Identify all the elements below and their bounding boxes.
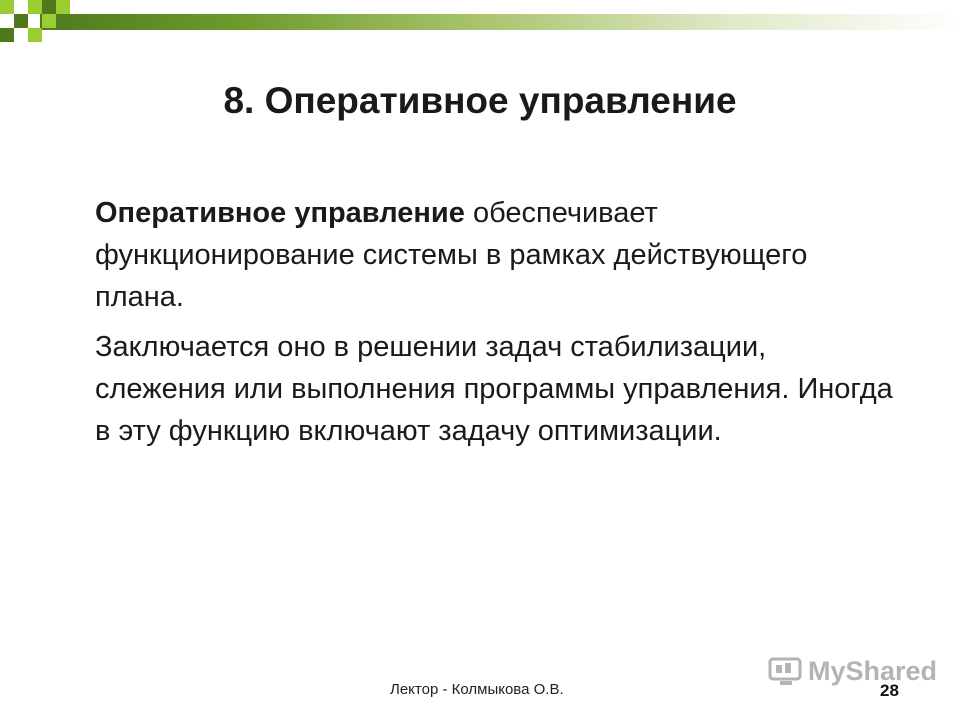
watermark <box>768 655 937 687</box>
decor-square-2 <box>14 14 28 28</box>
paragraph-1 <box>95 192 895 318</box>
slide-title: 8. Оперативное управление <box>223 80 737 121</box>
decor-square-6 <box>28 28 42 42</box>
page-number: 28 <box>880 681 899 700</box>
decor-square-5 <box>56 0 70 14</box>
slide-body <box>95 192 895 460</box>
paragraph-1-text: обеспечивает функционирование системы в рамках действующего плана. <box>95 197 808 313</box>
decor-square-7 <box>42 14 56 28</box>
paragraph-2: Заключается оно в решении задач стабилизации, слежения или выполнения программы управления. Иногда в эту функцию включают задачу оптимизации. <box>95 331 893 447</box>
decor-square-3 <box>28 0 42 14</box>
watermark-text: MyShared <box>808 655 938 686</box>
footer-author: Лектор - Колмыкова О.В. <box>390 681 564 698</box>
paragraph-1-bold-term: Оперативное управление <box>95 197 465 229</box>
myshared-logo-icon <box>768 655 804 687</box>
decor-square-8 <box>0 28 14 42</box>
decor-square-4 <box>42 0 56 14</box>
decor-square-1 <box>0 0 14 14</box>
header-gradient-bar <box>40 14 960 30</box>
